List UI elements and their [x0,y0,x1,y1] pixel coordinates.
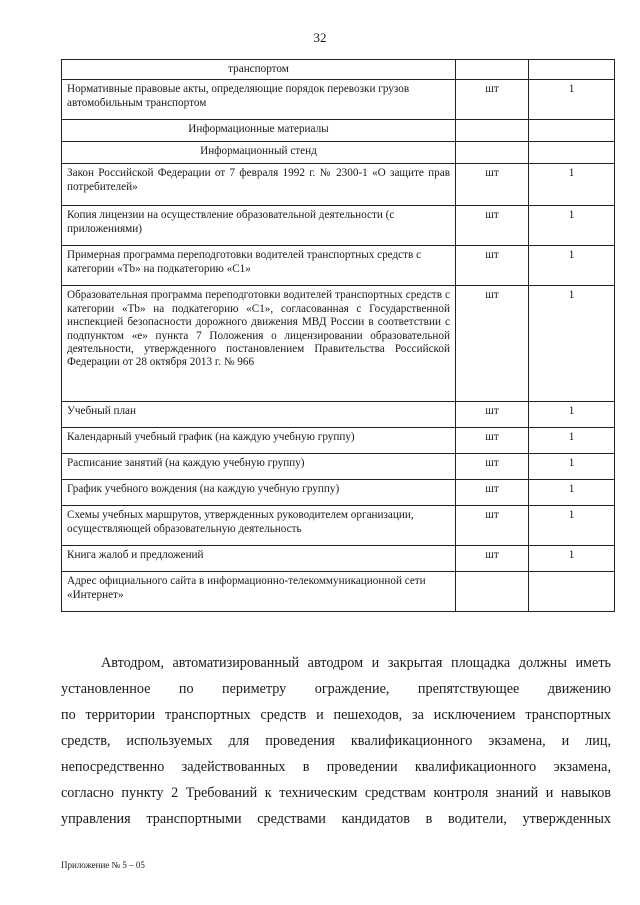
quantity-cell [529,142,615,164]
table-row [62,164,615,206]
item-name-cell: Копия лицензии на осуществление образовательной деятельности (с приложениями) [62,206,456,246]
table-row [62,246,615,286]
page-number: 32 [313,30,327,45]
paragraph-line: согласно пункту 2 Требований к техническим средствам контроля знаний и навыков [61,785,611,801]
unit-cell: шт [456,454,529,480]
unit-cell [456,120,529,142]
item-name-cell: транспортом [62,60,456,80]
unit-cell [456,142,529,164]
unit-cell: шт [456,164,529,206]
item-name-cell: Календарный учебный график (на каждую учебную группу) [62,428,456,454]
quantity-cell: 1 [529,546,615,572]
unit-cell: шт [456,286,529,402]
table-row [62,506,615,546]
item-name-cell: Информационный стенд [62,142,456,164]
item-name-cell: Образовательная программа переподготовки водителей транспортных средств с категории «Tb» на подкатегорию «C1», согласованная с Государственной инспекцией безопасности дорожного движения МВД России в соответствии с подпунктом «е» пункта 7 Положения о лицензировании образовательной деятельности, утвержденного постановлением Правительства Российской Федерации от 28 октября 2013 г. № 966 [62,286,456,402]
table-row [62,80,615,120]
quantity-cell: 1 [529,428,615,454]
unit-cell: шт [456,546,529,572]
quantity-cell: 1 [529,402,615,428]
table-row [62,120,615,142]
paragraph-line: непосредственно задействованных в проведении квалификационного экзамена, [61,759,611,775]
item-name-cell: Книга жалоб и предложений [62,546,456,572]
unit-cell: шт [456,506,529,546]
item-name-cell: Адрес официального сайта в информационно-телекоммуникационной сети «Интернет» [62,572,456,612]
item-name-cell: Нормативные правовые акты, определяющие порядок перевозки грузов автомобильным транспортом [62,80,456,120]
item-name-cell: Информационные материалы [62,120,456,142]
quantity-cell: 1 [529,246,615,286]
equipment-table [61,59,615,612]
unit-cell [456,60,529,80]
unit-cell: шт [456,402,529,428]
paragraph-line: по территории транспортных средств и пешеходов, за исключением транспортных [61,707,611,723]
item-name-cell: Учебный план [62,402,456,428]
quantity-cell: 1 [529,454,615,480]
quantity-cell: 1 [529,286,615,402]
unit-cell: шт [456,206,529,246]
quantity-cell: 1 [529,480,615,506]
paragraph-line: управления транспортными средствами кандидатов в водители, утвержденных [61,811,611,827]
table-row [62,60,615,80]
paragraph-line: средств, используемых для проведения квалификационного экзамена, и лиц, [61,733,611,749]
table-row [62,286,615,402]
quantity-cell [529,572,615,612]
item-name-cell: Схемы учебных маршрутов, утвержденных руководителем организации, осуществляющей образовательную деятельность [62,506,456,546]
unit-cell: шт [456,480,529,506]
paragraph-line: Автодром, автоматизированный автодром и закрытая площадка должны иметь [101,655,611,671]
table-row [62,142,615,164]
table-row [62,546,615,572]
table-row [62,454,615,480]
quantity-cell: 1 [529,80,615,120]
quantity-cell: 1 [529,164,615,206]
footer-note: Приложение № 5 – 05 [61,860,145,870]
table-row [62,572,615,612]
quantity-cell [529,60,615,80]
item-name-cell: Закон Российской Федерации от 7 февраля 1992 г. № 2300-1 «О защите прав потребителей» [62,164,456,206]
unit-cell [456,572,529,612]
table-row [62,402,615,428]
item-name-cell: Примерная программа переподготовки водителей транспортных средств с категории «Tb» на подкатегорию «C1» [62,246,456,286]
quantity-cell: 1 [529,506,615,546]
unit-cell: шт [456,246,529,286]
item-name-cell: Расписание занятий (на каждую учебную группу) [62,454,456,480]
paragraph-line: установленное по периметру ограждение, препятствующее движению [61,681,611,697]
quantity-cell [529,120,615,142]
body-paragraph [61,650,611,832]
table-row [62,206,615,246]
unit-cell: шт [456,80,529,120]
table-row [62,480,615,506]
quantity-cell: 1 [529,206,615,246]
unit-cell: шт [456,428,529,454]
item-name-cell: График учебного вождения (на каждую учебную группу) [62,480,456,506]
table-row [62,428,615,454]
